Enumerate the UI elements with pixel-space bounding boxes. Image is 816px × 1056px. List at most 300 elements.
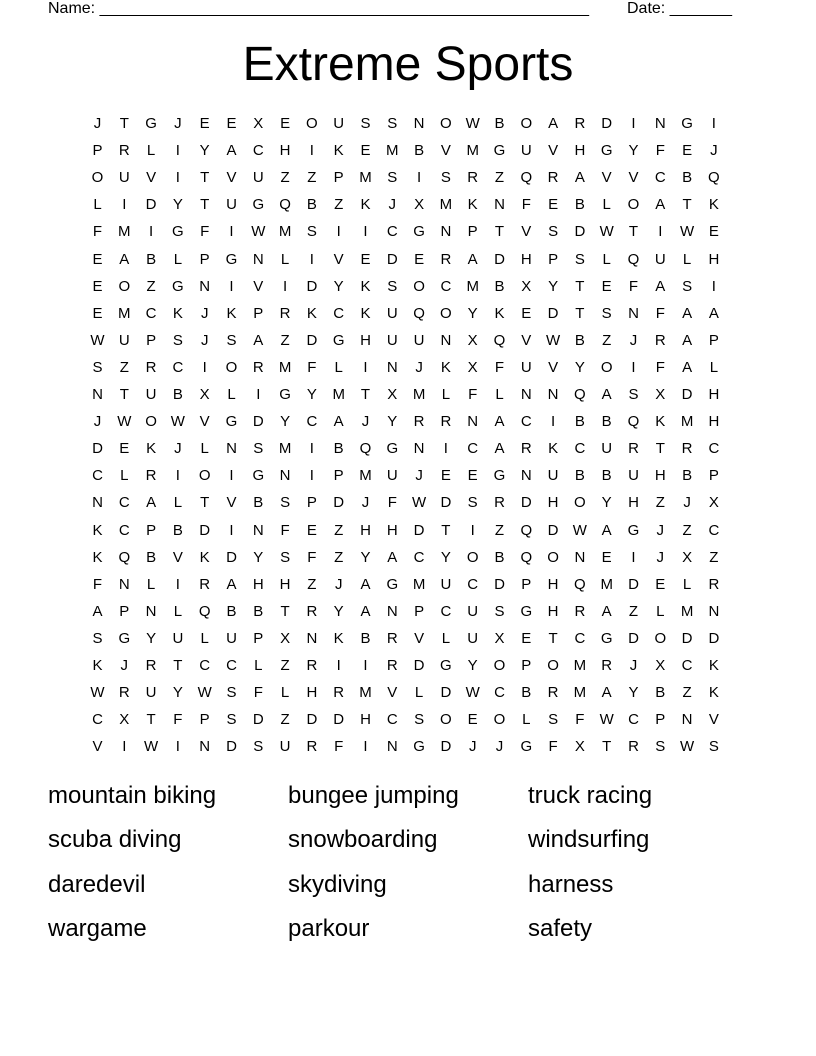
- grid-letter: G: [386, 440, 399, 458]
- grid-letter: W: [144, 738, 159, 756]
- grid-letter: N: [654, 115, 666, 132]
- grid-letter: P: [333, 169, 344, 187]
- grid-letter: M: [332, 386, 345, 403]
- grid-letter: G: [600, 142, 613, 160]
- grid-letter: V: [548, 142, 559, 160]
- grid-row: [84, 656, 734, 683]
- grid-letter: U: [386, 304, 398, 322]
- grid-letter: F: [253, 684, 263, 702]
- grid-letter: K: [655, 413, 666, 431]
- grid-letter: B: [146, 548, 157, 566]
- grid-letter: A: [682, 358, 693, 376]
- grid-letter: V: [226, 494, 237, 512]
- grid-letter: U: [252, 169, 264, 187]
- grid-letter: U: [333, 115, 345, 132]
- grid-letter: E: [548, 196, 559, 214]
- grid-letter: Z: [119, 358, 129, 376]
- grid-letter: E: [119, 440, 130, 458]
- grid-letter: Z: [307, 575, 317, 593]
- grid-letter: I: [336, 223, 341, 241]
- grid-letter: S: [574, 250, 585, 268]
- grid-letter: J: [174, 115, 182, 132]
- grid-letter: F: [307, 548, 317, 566]
- grid-letter: I: [551, 413, 556, 431]
- grid-letter: K: [708, 684, 719, 702]
- grid-letter: B: [172, 521, 183, 539]
- grid-letter: W: [572, 521, 587, 539]
- grid-letter: I: [229, 521, 234, 539]
- grid-letter: Z: [628, 602, 639, 620]
- grid-letter: N: [681, 711, 693, 729]
- grid-letter: T: [494, 223, 505, 241]
- grid-letter: I: [175, 738, 180, 756]
- grid-letter: W: [680, 738, 695, 756]
- grid-letter: V: [628, 169, 639, 187]
- grid-letter: M: [466, 142, 479, 160]
- grid-letter: S: [226, 684, 237, 702]
- grid-letter: N: [386, 358, 398, 376]
- grid-letter: W: [117, 413, 132, 431]
- grid-letter: L: [682, 250, 692, 268]
- grid-letter: R: [386, 657, 398, 674]
- grid-letter: C: [708, 440, 720, 458]
- grid-row: [84, 629, 734, 656]
- grid-letter: N: [494, 196, 505, 214]
- page-title: Extreme Sports: [242, 38, 574, 91]
- grid-letter: H: [306, 684, 318, 702]
- grid-letter: P: [199, 711, 210, 729]
- grid-letter: C: [118, 521, 130, 539]
- grid-letter: O: [466, 548, 479, 566]
- grid-letter: G: [520, 738, 533, 756]
- grid-letter: F: [280, 521, 290, 539]
- grid-letter: X: [494, 629, 505, 647]
- grid-letter: N: [574, 548, 586, 566]
- grid-letter: I: [470, 521, 475, 539]
- grid-letter: Z: [709, 548, 719, 566]
- grid-letter: C: [708, 521, 720, 539]
- grid-letter: K: [92, 521, 103, 539]
- grid-letter: B: [574, 196, 585, 214]
- word-list-item: windsurfing: [528, 826, 650, 854]
- grid-letter: E: [440, 467, 451, 485]
- grid-letter: S: [280, 494, 291, 512]
- grid-letter: X: [280, 629, 291, 647]
- grid-letter: S: [548, 711, 559, 729]
- grid-row: [84, 168, 734, 195]
- grid-letter: A: [360, 602, 371, 620]
- grid-letter: H: [386, 521, 398, 539]
- grid-letter: D: [413, 521, 425, 539]
- grid-letter: Z: [334, 521, 344, 539]
- grid-letter: N: [547, 386, 559, 403]
- grid-letter: R: [386, 629, 398, 647]
- grid-letter: C: [440, 602, 452, 620]
- grid-letter: P: [253, 629, 264, 647]
- grid-letter: V: [333, 250, 344, 268]
- grid-letter: L: [200, 629, 209, 647]
- grid-letter: D: [306, 711, 318, 729]
- grid-letter: Z: [682, 521, 692, 539]
- grid-letter: A: [92, 602, 103, 620]
- grid-letter: R: [306, 602, 318, 620]
- grid-letter: Q: [493, 331, 506, 349]
- grid-letter: N: [92, 494, 103, 512]
- grid-letter: J: [468, 738, 477, 756]
- grid-letter: S: [387, 169, 398, 187]
- grid-letter: U: [118, 169, 130, 187]
- grid-letter: S: [92, 629, 103, 647]
- grid-letter: R: [654, 331, 666, 349]
- grid-letter: J: [174, 440, 182, 458]
- grid-letter: E: [306, 521, 317, 539]
- word-list-item: scuba diving: [48, 826, 182, 854]
- grid-letter: P: [92, 142, 103, 160]
- grid-letter: L: [120, 467, 129, 485]
- grid-letter: A: [146, 494, 157, 512]
- grid-letter: O: [118, 277, 131, 295]
- grid-letter: I: [711, 115, 716, 132]
- grid-letter: U: [467, 629, 479, 647]
- grid-letter: U: [226, 196, 237, 214]
- grid-letter: D: [574, 223, 586, 241]
- grid-letter: F: [468, 386, 478, 403]
- grid-letter: R: [520, 440, 532, 458]
- grid-letter: A: [655, 196, 666, 214]
- grid-letter: M: [573, 657, 587, 674]
- grid-letter: B: [574, 413, 585, 431]
- grid-row: [84, 548, 734, 575]
- grid-letter: W: [90, 331, 105, 349]
- grid-letter: K: [333, 629, 344, 647]
- grid-letter: S: [226, 331, 237, 349]
- grid-letter: B: [226, 602, 237, 620]
- grid-letter: O: [654, 629, 667, 647]
- grid-letter: A: [601, 521, 612, 539]
- grid-letter: M: [278, 223, 292, 241]
- grid-letter: Y: [467, 657, 478, 674]
- grid-letter: Q: [520, 521, 533, 539]
- grid-letter: Q: [574, 575, 586, 593]
- grid-letter: W: [599, 223, 614, 241]
- grid-letter: F: [628, 277, 639, 295]
- grid-letter: P: [119, 602, 130, 620]
- grid-row: [84, 575, 734, 602]
- grid-letter: N: [440, 331, 452, 349]
- grid-letter: D: [547, 304, 559, 322]
- grid-letter: B: [574, 467, 585, 485]
- grid-letter: P: [521, 657, 532, 674]
- grid-letter: I: [631, 358, 636, 376]
- grid-letter: J: [683, 494, 691, 512]
- grid-letter: D: [333, 711, 345, 729]
- grid-letter: G: [493, 142, 506, 160]
- grid-letter: R: [467, 169, 479, 187]
- grid-letter: X: [414, 196, 425, 214]
- grid-letter: Z: [334, 196, 344, 214]
- grid-letter: E: [360, 142, 371, 160]
- grid-row: [84, 250, 734, 277]
- grid-letter: C: [467, 575, 479, 593]
- grid-letter: K: [708, 196, 719, 214]
- grid-letter: H: [574, 142, 586, 160]
- grid-letter: J: [200, 331, 209, 349]
- grid-letter: A: [708, 304, 719, 322]
- grid-letter: H: [547, 575, 559, 593]
- grid-letter: Z: [280, 711, 290, 729]
- grid-letter: B: [601, 413, 612, 431]
- grid-letter: G: [440, 657, 452, 674]
- grid-letter: I: [711, 277, 716, 295]
- grid-letter: G: [172, 223, 184, 241]
- grid-letter: Y: [253, 548, 264, 566]
- grid-letter: Q: [279, 196, 291, 214]
- grid-letter: S: [360, 115, 371, 132]
- grid-letter: F: [575, 711, 585, 729]
- grid-letter: K: [226, 304, 237, 322]
- grid-letter: D: [681, 386, 693, 403]
- grid-letter: P: [467, 223, 478, 241]
- grid-letter: K: [467, 196, 478, 214]
- grid-letter: R: [574, 115, 586, 132]
- grid-letter: R: [601, 657, 613, 674]
- grid-letter: H: [654, 467, 666, 485]
- grid-letter: L: [495, 386, 504, 403]
- grid-letter: K: [494, 304, 505, 322]
- grid-letter: I: [309, 250, 314, 268]
- grid-letter: T: [655, 440, 665, 458]
- grid-letter: W: [465, 115, 480, 132]
- grid-letter: F: [655, 304, 665, 322]
- grid-letter: G: [627, 521, 640, 539]
- grid-letter: B: [601, 467, 612, 485]
- grid-letter: O: [440, 711, 452, 729]
- grid-letter: M: [359, 169, 372, 187]
- grid-letter: T: [280, 602, 290, 620]
- grid-letter: N: [252, 521, 264, 539]
- grid-letter: I: [631, 115, 636, 132]
- grid-letter: H: [360, 521, 371, 539]
- grid-letter: U: [654, 250, 666, 268]
- grid-letter: L: [656, 602, 665, 620]
- grid-letter: L: [146, 575, 156, 593]
- grid-letter: O: [145, 413, 157, 431]
- grid-letter: K: [548, 440, 559, 458]
- grid-letter: B: [574, 331, 585, 349]
- grid-letter: S: [92, 358, 103, 376]
- word-list-item: harness: [528, 870, 614, 898]
- grid-letter: O: [440, 304, 452, 322]
- grid-letter: D: [306, 331, 318, 349]
- grid-letter: C: [92, 467, 103, 485]
- grid-letter: B: [253, 602, 264, 620]
- grid-letter: Q: [118, 548, 131, 566]
- grid-letter: A: [333, 413, 344, 431]
- grid-letter: N: [306, 629, 318, 647]
- grid-letter: Y: [574, 358, 585, 376]
- grid-letter: D: [681, 629, 693, 647]
- grid-letter: I: [229, 467, 234, 485]
- grid-row: [84, 195, 734, 222]
- grid-letter: B: [172, 386, 183, 403]
- grid-letter: S: [226, 711, 237, 729]
- grid-letter: Y: [199, 142, 210, 160]
- grid-letter: O: [600, 358, 613, 376]
- word-list-item: bungee jumping: [288, 782, 459, 809]
- grid-letter: M: [439, 196, 453, 214]
- grid-letter: N: [145, 602, 157, 620]
- grid-letter: H: [708, 386, 720, 403]
- grid-letter: A: [682, 331, 693, 349]
- grid-letter: E: [280, 115, 291, 132]
- grid-letter: J: [93, 413, 102, 431]
- grid-row: [84, 304, 734, 331]
- grid-letter: H: [252, 575, 264, 593]
- grid-letter: I: [175, 142, 180, 160]
- grid-letter: B: [494, 548, 505, 566]
- grid-letter: V: [387, 684, 398, 702]
- date-field[interactable]: Date: _______: [627, 0, 732, 17]
- grid-letter: Z: [494, 521, 505, 539]
- grid-letter: P: [199, 250, 210, 268]
- grid-letter: P: [414, 602, 425, 620]
- grid-letter: V: [253, 277, 264, 295]
- grid-letter: F: [92, 575, 103, 593]
- grid-letter: E: [655, 575, 666, 593]
- grid-letter: A: [253, 331, 264, 349]
- grid-letter: G: [332, 331, 345, 349]
- grid-letter: L: [709, 358, 719, 376]
- grid-letter: U: [628, 467, 639, 485]
- grid-letter: J: [361, 494, 370, 512]
- grid-letter: N: [628, 304, 639, 322]
- grid-letter: H: [628, 494, 639, 512]
- grid-letter: P: [333, 467, 344, 485]
- grid-letter: E: [682, 142, 693, 160]
- grid-letter: L: [334, 358, 343, 376]
- grid-letter: P: [708, 331, 719, 349]
- grid-letter: S: [306, 223, 317, 241]
- grid-row: [84, 710, 734, 737]
- grid-letter: L: [280, 250, 290, 268]
- grid-letter: O: [91, 169, 104, 187]
- grid-letter: R: [118, 142, 130, 160]
- grid-letter: E: [601, 277, 612, 295]
- grid-letter: D: [386, 250, 398, 268]
- grid-letter: L: [280, 684, 290, 702]
- grid-letter: D: [226, 548, 237, 566]
- grid-letter: A: [548, 115, 559, 132]
- grid-letter: I: [122, 196, 127, 214]
- grid-letter: S: [467, 494, 478, 512]
- grid-letter: Z: [682, 684, 692, 702]
- grid-letter: I: [202, 358, 207, 376]
- grid-letter: A: [494, 440, 505, 458]
- grid-letter: E: [199, 115, 210, 132]
- grid-letter: R: [118, 684, 130, 702]
- grid-letter: D: [92, 440, 103, 458]
- grid-letter: F: [494, 358, 505, 376]
- grid-letter: T: [575, 277, 585, 295]
- grid-letter: Y: [360, 548, 371, 566]
- grid-row: [84, 602, 734, 629]
- grid-letter: L: [173, 250, 183, 268]
- grid-letter: O: [520, 115, 533, 132]
- grid-row: [84, 331, 734, 358]
- grid-letter: K: [92, 657, 103, 674]
- grid-letter: B: [521, 684, 532, 702]
- grid-letter: E: [521, 304, 532, 322]
- grid-letter: D: [520, 494, 532, 512]
- grid-letter: L: [254, 657, 263, 674]
- name-field[interactable]: Name: _______________________________________________________: [48, 0, 589, 17]
- grid-letter: A: [119, 250, 130, 268]
- grid-letter: W: [251, 223, 266, 241]
- grid-letter: P: [253, 304, 264, 322]
- grid-letter: D: [440, 494, 452, 512]
- grid-letter: O: [493, 657, 506, 674]
- grid-letter: E: [92, 250, 103, 268]
- grid-letter: U: [172, 629, 184, 647]
- grid-letter: U: [226, 629, 237, 647]
- grid-letter: I: [229, 223, 234, 241]
- grid-letter: V: [521, 223, 532, 241]
- grid-letter: G: [225, 413, 238, 431]
- grid-letter: B: [306, 196, 317, 214]
- grid-letter: Z: [280, 657, 290, 674]
- grid-letter: F: [173, 711, 183, 729]
- grid-letter: K: [360, 277, 371, 295]
- grid-row: [84, 141, 734, 168]
- grid-letter: G: [600, 629, 613, 647]
- grid-letter: T: [200, 494, 210, 512]
- grid-letter: T: [173, 657, 183, 674]
- grid-letter: G: [520, 602, 533, 620]
- grid-letter: H: [708, 413, 720, 431]
- grid-letter: U: [145, 386, 157, 403]
- grid-letter: M: [359, 684, 372, 702]
- grid-letter: M: [386, 142, 399, 160]
- grid-letter: U: [386, 331, 398, 349]
- grid-letter: M: [412, 386, 426, 403]
- grid-letter: G: [413, 738, 425, 756]
- grid-letter: M: [412, 575, 426, 593]
- grid-letter: I: [417, 169, 422, 187]
- grid-letter: N: [520, 467, 532, 485]
- grid-letter: B: [494, 277, 505, 295]
- grid-letter: L: [602, 250, 611, 268]
- grid-letter: G: [386, 575, 399, 593]
- grid-letter: O: [306, 115, 318, 132]
- grid-letter: E: [467, 711, 478, 729]
- grid-letter: A: [360, 575, 371, 593]
- grid-row: [84, 358, 734, 385]
- grid-letter: G: [493, 467, 506, 485]
- grid-row: [84, 114, 734, 141]
- grid-letter: J: [656, 521, 665, 539]
- grid-letter: D: [145, 196, 157, 214]
- grid-letter: J: [120, 657, 129, 674]
- grid-letter: K: [360, 196, 371, 214]
- grid-letter: Z: [334, 548, 344, 566]
- grid-letter: G: [145, 115, 157, 132]
- grid-letter: D: [226, 738, 237, 756]
- grid-letter: I: [363, 223, 368, 241]
- grid-letter: X: [467, 358, 478, 376]
- grid-letter: Z: [602, 331, 612, 349]
- grid-letter: L: [682, 575, 692, 593]
- grid-letter: E: [467, 467, 478, 485]
